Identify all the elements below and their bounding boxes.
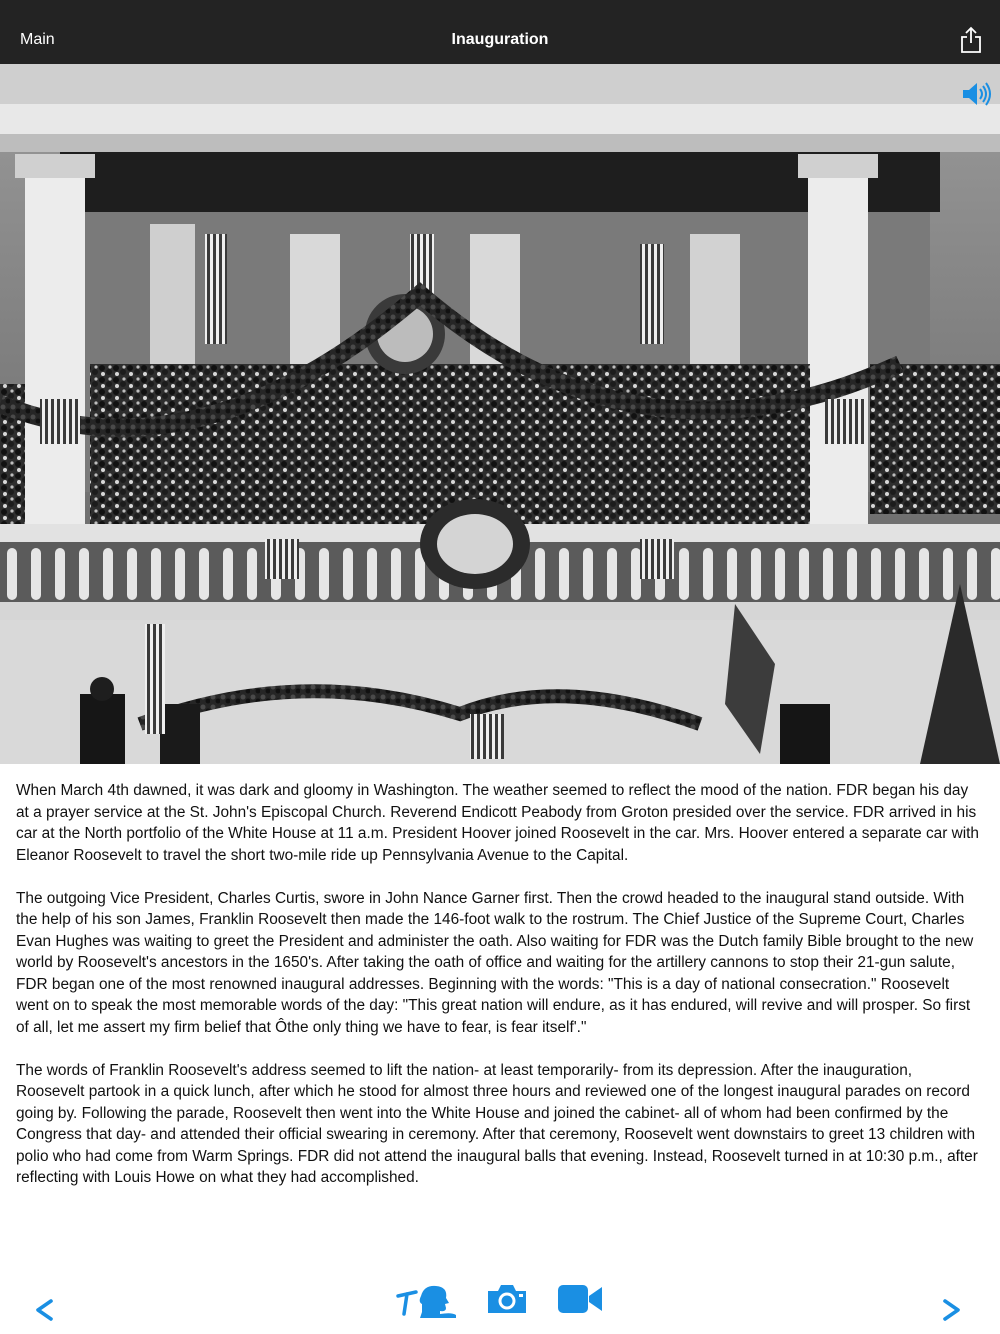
chevron-right-icon[interactable] — [941, 1297, 963, 1323]
camera-icon[interactable] — [486, 1283, 528, 1315]
article-paragraph-3: The words of Franklin Roosevelt's address seemed to lift the nation- at least temporarily- from its depression. After the inauguration, Roosevelt partook in a quick lunch, after which he stood for almost three hours and reviewed one of the longest inaugural parades on record going by. Following the parade, Roosevelt then went into the White House and joined the cabinet- all of whom had been confirmed by the Congress that day- and attended their official swearing in ceremony. After that ceremony, Roosevelt went downstairs to greet 13 children with polio who had come from Warm Springs. FDR did not attend the inaugural balls that evening. Instead, Roosevelt turned in at 10:30 p.m., after reflecting with Louis Howe on what they had accomplished. — [16, 1061, 978, 1186]
video-camera-icon[interactable] — [557, 1283, 603, 1315]
back-button[interactable]: Main — [20, 31, 55, 48]
speaker-icon[interactable] — [960, 80, 992, 108]
inauguration-photo-illustration — [0, 64, 1000, 764]
share-icon[interactable] — [958, 26, 984, 54]
text-speaker-icon[interactable] — [396, 1284, 458, 1318]
article-paragraph-2: The outgoing Vice President, Charles Curtis, swore in John Nance Garner first. Then the crowd headed to the inaugural stand outside. With the help of his son James, Franklin Roosevelt then made the 146-foot walk to the rostrum. The Chief Justice of the Supreme Court, Charles Evan Hughes was waiting to greet the President and administer the oath. Also waiting for FDR was the Dutch family Bible brought to the new world by Roosevelt's ancestors in the 1650's. After taking the oath of office and waiting for the artillery cannons to stop their 21-gun salute, FDR began one of the most renowned inaugural addresses. Beginning with the words: "This is a day of national consecration." Roosevelt went on to speak the most memorable words of the day: "This great nation will endure, as it has endured, will revive and will prosper. So first of all, let me assert my firm belief that Ôthe only thing we have to fear, is fear itself'." — [16, 889, 974, 1036]
chevron-left-icon[interactable] — [33, 1297, 55, 1323]
page-title: Inauguration — [451, 31, 549, 48]
navigation-bar — [0, 0, 1000, 64]
article-paragraph-1: When March 4th dawned, it was dark and gloomy in Washington. The weather seemed to reflect the mood of the nation. FDR began his day at a prayer service at the St. John's Episcopal Church. Reverend Endicott Peabody from Groton presided over the service. FDR arrived in his car at the North portfolio of the White House at 11 a.m. President Hoover joined Roosevelt in the car. Mrs. Hoover entered a separate car with Eleanor Roosevelt to travel the short two-mile ride up Pennsylvania Avenue to the Capital. — [16, 782, 979, 864]
inauguration-photo — [0, 64, 1000, 764]
article-text — [16, 780, 984, 1210]
